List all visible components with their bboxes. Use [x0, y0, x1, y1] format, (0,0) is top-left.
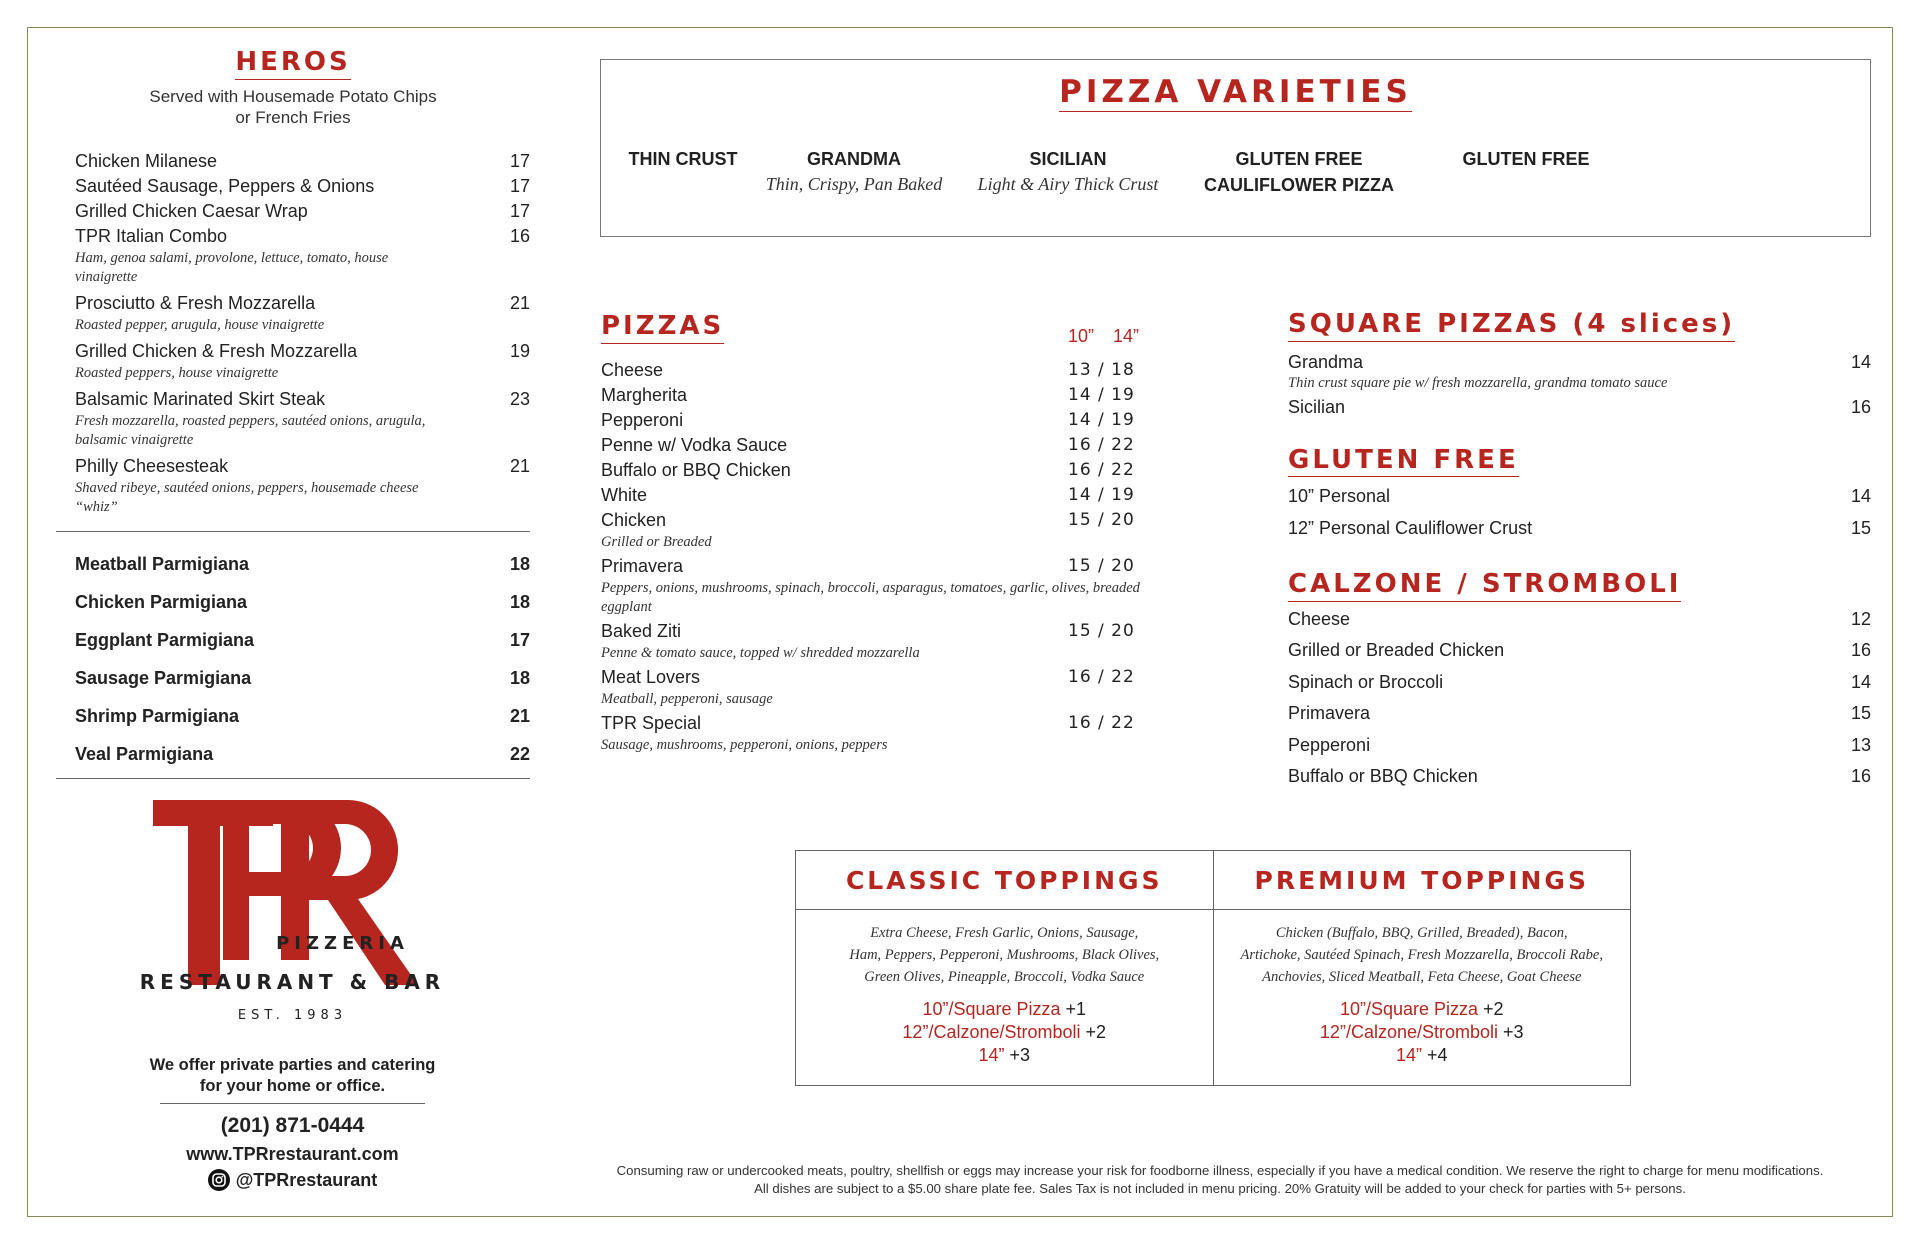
varieties-title: PIZZA VARIETIES [1059, 75, 1412, 112]
pizza-price: 15 / 20 [1068, 620, 1135, 641]
tpr-logo [120, 800, 465, 1023]
heros-subtitle-line: Served with Housemade Potato Chips [149, 86, 437, 106]
hero-name: TPR Italian Combo [75, 225, 228, 246]
calzone-name: Buffalo or BBQ Chicken [1288, 766, 1478, 787]
classic-toppings-prices [796, 998, 1213, 1067]
classic-topping-price-label: 14” [978, 1045, 1005, 1065]
pizza-name: Meat Lovers [601, 666, 701, 687]
pizzas-section [601, 312, 1146, 757]
pizzas-title: PIZZAS [601, 312, 724, 344]
pizza-name: Pepperoni [601, 409, 684, 430]
calzone-name: Grilled or Breaded Chicken [1288, 640, 1505, 661]
pizzas-list [601, 358, 1146, 755]
square-pizzas-title: SQUARE PIZZAS (4 slices) [1288, 310, 1735, 342]
hero-price: 21 [509, 292, 530, 313]
heros-subtitle-line: or French Fries [235, 107, 351, 127]
heros-section [56, 48, 530, 779]
pizza-item [601, 433, 1146, 458]
premium-toppings-line: Artichoke, Sautéed Spinach, Fresh Mozzarella, Broccoli Rabe, [1240, 947, 1603, 963]
hero-name: Chicken Milanese [75, 150, 218, 171]
calzone-price: 12 [1850, 608, 1871, 629]
premium-topping-price-add: +2 [1483, 999, 1504, 1019]
disclaimer-line: All dishes are subject to a $5.00 share plate fee. Sales Tax is not included in menu pricing. 20% Gratuity will be added to your check for parties with 5+ persons. [754, 1181, 1686, 1196]
contact-block [120, 1055, 465, 1191]
parmigiana-price: 22 [509, 743, 530, 764]
pizza-name: Buffalo or BBQ Chicken [601, 459, 791, 480]
classic-topping-price [796, 1044, 1213, 1067]
calzone-price: 16 [1850, 640, 1871, 661]
parmigiana-price: 18 [509, 591, 530, 612]
square-pizza-item [1288, 395, 1871, 420]
pizza-price: 13 / 18 [1068, 359, 1135, 380]
calzone-item [1288, 604, 1871, 636]
classic-toppings-line: Ham, Peppers, Pepperoni, Mushrooms, Black Olives, [849, 947, 1160, 963]
parmigiana-price: 21 [509, 705, 530, 726]
hero-description: Roasted peppers, house vinaigrette [75, 364, 279, 381]
pizza-description: Peppers, onions, mushrooms, spinach, broccoli, asparagus, tomatoes, garlic, olives, breaded eggplant [601, 579, 1140, 615]
parmigiana-name: Veal Parmigiana [75, 743, 214, 764]
hero-item [75, 174, 530, 199]
hero-description: Roasted pepper, arugula, house vinaigrette [75, 316, 325, 333]
pizza-name: TPR Special [601, 712, 702, 733]
divider [160, 1103, 425, 1104]
pizza-item [601, 711, 1146, 736]
divider [56, 531, 530, 532]
hero-price: 17 [509, 175, 530, 196]
pizza-price: 14 / 19 [1068, 384, 1135, 405]
calzone-item [1288, 667, 1871, 699]
square-pizza-item [1288, 350, 1871, 375]
divider [56, 778, 530, 779]
premium-toppings-line: Anchovies, Sliced Meatball, Feta Cheese, Goat Cheese [1262, 969, 1582, 985]
variety-item [978, 146, 1159, 196]
variety-name: GLUTEN FREE [1235, 149, 1363, 169]
variety-description: Thin, Crispy, Pan Baked [765, 174, 943, 194]
pizza-name: Margherita [601, 384, 688, 405]
variety-item [1204, 146, 1394, 198]
pizza-item [601, 383, 1146, 408]
classic-toppings-line: Extra Cheese, Fresh Garlic, Onions, Sausage, [870, 925, 1139, 941]
tpr-logo-mark [153, 800, 433, 985]
classic-toppings-list [796, 922, 1213, 988]
pizza-item [601, 358, 1146, 383]
gluten-free-item [1288, 513, 1871, 545]
calzone-price: 13 [1850, 734, 1871, 755]
parmigiana-name: Shrimp Parmigiana [75, 705, 240, 726]
classic-topping-price-add: +1 [1065, 999, 1087, 1019]
calzone-price: 15 [1850, 703, 1871, 724]
pizza-description: Penne & tomato sauce, topped w/ shredded mozzarella [601, 644, 920, 661]
parmigiana-name: Chicken Parmigiana [75, 591, 248, 612]
classic-toppings-line: Green Olives, Pineapple, Broccoli, Vodka Sauce [864, 969, 1145, 985]
hero-price: 23 [509, 388, 530, 409]
hero-item [75, 454, 530, 479]
parmigiana-item [75, 621, 530, 659]
pizza-price: 16 / 22 [1068, 712, 1135, 733]
size-header: 10” 14” [1068, 326, 1140, 346]
variety-item [629, 146, 738, 172]
catering-offer-line: We offer private parties and catering [149, 1056, 436, 1074]
parmigiana-item [75, 545, 530, 583]
calzone-name: Cheese [1288, 608, 1351, 629]
pizza-item [601, 508, 1146, 533]
premium-topping-price-add: +3 [1503, 1022, 1524, 1042]
pizza-varieties-box [600, 59, 1871, 237]
hero-price: 16 [509, 225, 530, 246]
pizza-price: 15 / 20 [1068, 509, 1135, 530]
pizza-item [601, 408, 1146, 433]
square-pizza-description: Thin crust square pie w/ fresh mozzarella, grandma tomato sauce [1288, 374, 1668, 391]
logo-pizzeria: PIZZERIA [276, 933, 409, 954]
hero-item [75, 199, 530, 224]
variety-item [766, 146, 943, 196]
gluten-free-price: 14 [1850, 486, 1871, 507]
catering-offer-line: for your home or office. [199, 1077, 386, 1095]
pizza-description: Sausage, mushrooms, pepperoni, onions, peppers [601, 736, 888, 753]
premium-topping-price [1214, 1044, 1631, 1067]
toppings-box [795, 850, 1631, 1086]
square-pizzas-list [1288, 350, 1871, 420]
hero-price: 17 [509, 200, 530, 221]
instagram-handle[interactable] [120, 1169, 465, 1191]
parmigiana-price: 18 [509, 553, 530, 574]
premium-toppings [1213, 851, 1631, 1085]
hero-item [75, 291, 530, 316]
pizza-item [601, 554, 1146, 579]
variety-name: CAULIFLOWER PIZZA [1204, 175, 1394, 195]
pizza-item [601, 665, 1146, 690]
hero-name: Grilled Chicken & Fresh Mozzarella [75, 340, 358, 361]
pizza-price: 14 / 19 [1068, 484, 1135, 505]
premium-topping-price-label: 14” [1395, 1045, 1422, 1065]
variety-name: THIN CRUST [628, 149, 738, 169]
hero-description: Ham, genoa salami, provolone, lettuce, tomato, house vinaigrette [75, 249, 389, 285]
pizza-price: 14 / 19 [1068, 409, 1135, 430]
parmigiana-name: Eggplant Parmigiana [75, 629, 255, 650]
premium-toppings-list [1214, 922, 1631, 988]
classic-topping-price-add: +2 [1085, 1022, 1107, 1042]
pizza-price: 16 / 22 [1068, 434, 1135, 455]
heros-list [56, 149, 530, 517]
parmigiana-list [56, 545, 530, 773]
hero-item [75, 387, 530, 412]
pizza-name: Chicken [601, 509, 667, 530]
right-column [1288, 310, 1871, 793]
calzone-item [1288, 761, 1871, 793]
premium-toppings-prices [1214, 998, 1631, 1067]
calzone-price: 14 [1850, 671, 1871, 692]
parmigiana-item [75, 697, 530, 735]
parmigiana-item [75, 735, 530, 773]
parmigiana-name: Sausage Parmigiana [75, 667, 252, 688]
phone-number[interactable]: (201) 871-0444 [220, 1114, 365, 1137]
premium-topping-price-add: +4 [1427, 1045, 1448, 1065]
pizza-price: 16 / 22 [1068, 666, 1135, 687]
pizza-name: Penne w/ Vodka Sauce [601, 434, 788, 455]
pizza-price: 16 / 22 [1068, 459, 1135, 480]
square-pizza-price: 16 [1850, 396, 1871, 417]
classic-topping-price [796, 1021, 1213, 1044]
hero-price: 17 [509, 150, 530, 171]
gluten-free-title: GLUTEN FREE [1288, 446, 1519, 478]
pizza-item [601, 458, 1146, 483]
variety-name: GRANDMA [807, 149, 901, 169]
classic-topping-price-label: 10”/Square Pizza [922, 999, 1061, 1019]
hero-item [75, 149, 530, 174]
square-pizza-name: Sicilian [1288, 396, 1346, 417]
calzone-name: Pepperoni [1288, 734, 1371, 755]
square-pizza-name: Grandma [1288, 351, 1364, 372]
parmigiana-item [75, 659, 530, 697]
classic-toppings [796, 851, 1213, 1085]
classic-topping-price-label: 12”/Calzone/Stromboli [902, 1022, 1081, 1042]
logo-restaurant-bar: RESTAURANT & BAR [139, 970, 446, 994]
heros-title: HEROS [235, 48, 350, 80]
parmigiana-price: 18 [509, 667, 530, 688]
disclaimer [560, 1162, 1880, 1198]
hero-name: Prosciutto & Fresh Mozzarella [75, 292, 316, 313]
premium-topping-price [1214, 1021, 1631, 1044]
variety-name: GLUTEN FREE [1462, 149, 1590, 169]
hero-price: 21 [509, 455, 530, 476]
premium-topping-price-label: 10”/Square Pizza [1339, 999, 1479, 1019]
calzone-item [1288, 635, 1871, 667]
instagram-handle-text: @TPRrestaurant [235, 1169, 378, 1190]
premium-topping-price-label: 12”/Calzone/Stromboli [1319, 1022, 1499, 1042]
calzone-item [1288, 698, 1871, 730]
gluten-free-name: 12” Personal Cauliflower Crust [1288, 517, 1533, 538]
square-pizza-price: 14 [1850, 351, 1871, 372]
classic-topping-price-add: +3 [1009, 1045, 1031, 1065]
heros-subtitle [56, 86, 530, 128]
pizza-price: 15 / 20 [1068, 555, 1135, 576]
website-link[interactable]: www.TPRrestaurant.com [186, 1144, 399, 1164]
pizza-name: Baked Ziti [601, 620, 682, 641]
hero-description: Fresh mozzarella, roasted peppers, sautéed onions, arugula, balsamic vinaigrette [75, 412, 426, 448]
pizza-description: Meatball, pepperoni, sausage [601, 690, 773, 707]
hero-name: Grilled Chicken Caesar Wrap [75, 200, 308, 221]
calzone-name: Primavera [1288, 703, 1371, 724]
parmigiana-name: Meatball Parmigiana [75, 553, 250, 574]
classic-toppings-title: CLASSIC TOPPINGS [845, 865, 1163, 895]
calzone-name: Spinach or Broccoli [1288, 671, 1444, 692]
pizza-description: Grilled or Breaded [601, 533, 712, 550]
premium-toppings-title: PREMIUM TOPPINGS [1254, 865, 1589, 895]
pizza-name: Primavera [601, 555, 684, 576]
instagram-icon [208, 1169, 230, 1191]
hero-name: Sautéed Sausage, Peppers & Onions [75, 175, 375, 196]
catering-offer [120, 1055, 465, 1097]
hero-item [75, 224, 530, 249]
disclaimer-line: Consuming raw or undercooked meats, poultry, shellfish or eggs may increase your risk for foodborne illness, especially if you have a medical condition. We reserve the right to charge for menu modifications. [616, 1163, 1824, 1178]
parmigiana-price: 17 [509, 629, 530, 650]
pizza-name: Cheese [601, 359, 664, 380]
hero-name: Balsamic Marinated Skirt Steak [75, 388, 326, 409]
calzone-item [1288, 730, 1871, 762]
premium-toppings-line: Chicken (Buffalo, BBQ, Grilled, Breaded), Bacon, [1275, 925, 1568, 941]
parmigiana-item [75, 583, 530, 621]
hero-description: Shaved ribeye, sautéed onions, peppers, housemade cheese “whiz” [75, 479, 419, 515]
hero-price: 19 [509, 340, 530, 361]
classic-topping-price [796, 998, 1213, 1021]
gluten-free-list [1288, 481, 1871, 544]
hero-name: Philly Cheesesteak [75, 455, 229, 476]
calzone-list [1288, 604, 1871, 793]
logo-established: EST. 1983 [237, 1008, 348, 1023]
gluten-free-price: 15 [1850, 517, 1871, 538]
pizza-item [601, 483, 1146, 508]
variety-description: Light & Airy Thick Crust [977, 174, 1159, 194]
calzone-title: CALZONE / STROMBOLI [1288, 570, 1681, 602]
gluten-free-item [1288, 481, 1871, 513]
gluten-free-name: 10” Personal [1288, 486, 1391, 507]
variety-name: SICILIAN [1029, 149, 1107, 169]
hero-item [75, 339, 530, 364]
pizza-item [601, 619, 1146, 644]
pizza-name: White [601, 484, 648, 505]
calzone-price: 16 [1850, 766, 1871, 787]
variety-item [1462, 146, 1589, 172]
premium-topping-price [1214, 998, 1631, 1021]
